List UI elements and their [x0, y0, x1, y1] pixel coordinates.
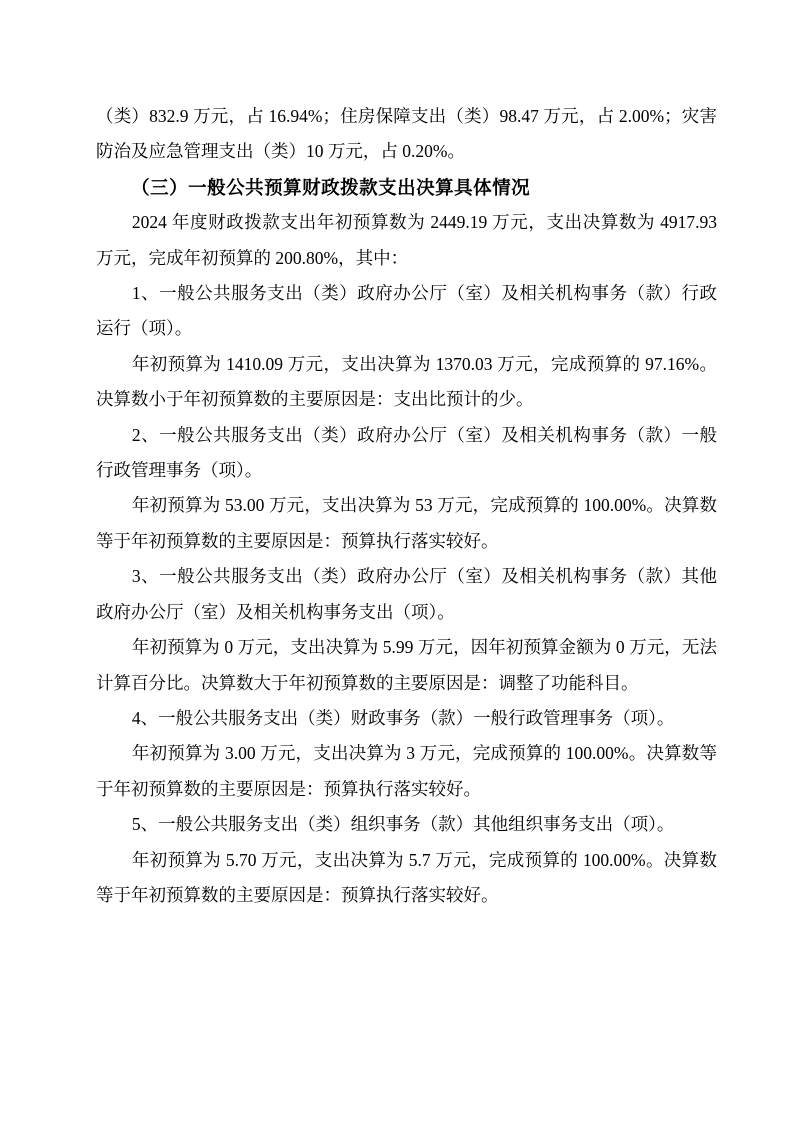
paragraph-item-2-title: 2、一般公共服务支出（类）政府办公厅（室）及相关机构事务（款）一般行政管理事务（项）。: [96, 424, 717, 481]
paragraph-item-1-title: 1、一般公共服务支出（类）政府办公厅（室）及相关机构事务（款）行政运行（项）。: [96, 283, 717, 339]
paragraph-item-4-title: 4、一般公共服务支出（类）财政事务（款）一般行政管理事务（项）。: [131, 707, 675, 728]
paragraph-budget-summary: 2024 年度财政拨款支出年初预算数为 2449.19 万元，支出决算数为 4917.93 万元，完成年初预算的 200.80%，其中：: [96, 212, 717, 268]
paragraph-item-1-detail: 年初预算为 1410.09 万元，支出决算为 1370.03 万元，完成预算的 97.16%。决算数小于年初预算数的主要原因是：支出比预计的少。: [96, 353, 717, 410]
paragraph-continuation: （类）832.9 万元，占 16.94%；住房保障支出（类）98.47 万元，占 2.00%；灾害防治及应急管理支出（类）10 万元，占 0.20%。: [96, 106, 717, 162]
paragraph-item-4-detail: 年初预算为 3.00 万元，支出决算为 3 万元，完成预算的 100.00%。决算数等于年初预算数的主要原因是：预算执行落实较好。: [96, 743, 717, 799]
paragraph-item-3-detail: 年初预算为 0 万元，支出决算为 5.99 万元，因年初预算金额为 0 万元，无法计算百分比。决算数大于年初预算数的主要原因是：调整了功能科目。: [96, 637, 717, 693]
section-heading: （三）一般公共预算财政拨款支出决算具体情况: [131, 176, 531, 198]
paragraph-item-2-detail: 年初预算为 53.00 万元，支出决算为 53 万元，完成预算的 100.00%。决算数等于年初预算数的主要原因是：预算执行落实较好。: [96, 495, 717, 551]
paragraph-item-5-detail: 年初预算为 5.70 万元，支出决算为 5.7 万元，完成预算的 100.00%。决算数等于年初预算数的主要原因是：预算执行落实较好。: [96, 849, 717, 905]
paragraph-item-3-title: 3、一般公共服务支出（类）政府办公厅（室）及相关机构事务（款）其他政府办公厅（室）及相关机构事务支出（项）。: [96, 566, 717, 622]
paragraph-item-5-title: 5、一般公共服务支出（类）组织事务（款）其他组织事务支出（项）。: [131, 814, 675, 835]
